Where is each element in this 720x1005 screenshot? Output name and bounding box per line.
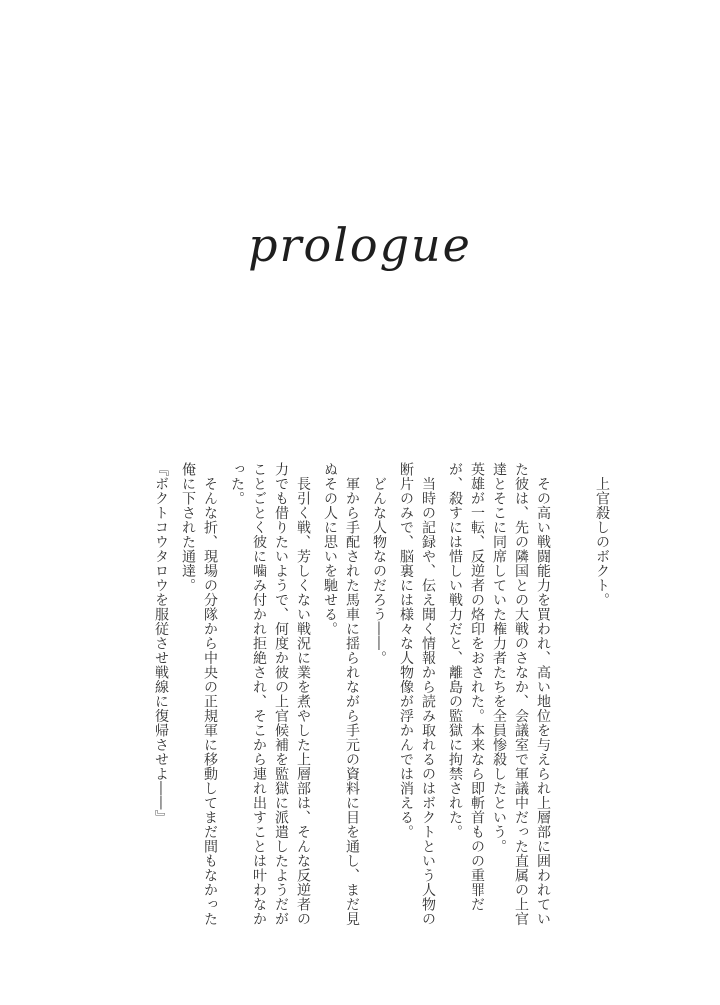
paragraph-chapter-opening: 上官殺しのボクト。 [594,462,610,607]
paragraph-backstory: その高い戦闘能力を買われ、高い地位を与えられ上層部に囲われていた彼は、先の隣国との大戦のさなか、会議室で軍議中だった直属の上官達とそこに同席していた権力者たちを全員惨殺したという。 [491,462,551,926]
paragraph-traitor-brand: 英雄が一転、反逆者の烙印をおされた。本来なら即斬首ものの重罪だが、殺すには惜しい戦力だと、離島の監獄に拘禁された。 [447,462,485,912]
paragraph-order-received: そんな折、現場の分隊から中央の正規軍に移動してまだ間もなかった俺に下された通達。 [180,462,218,926]
paragraph-wondering: どんな人物なのだろう――。 [371,462,387,665]
paragraph-war-situation: 長引く戦、芳しくない戦況に業を煮やした上層部は、そんな反逆者の力でも借りたいようで、何度か彼の上官候補を監獄に派遣したようだがことごとく彼に噛み付かれ拒絶され、そこから連れ出すことは叶わなかった。 [229,462,311,926]
paragraph-quoted-order: 『ボクトコウタロウを服従させ戦線に復帰させよ――』 [153,462,169,825]
page-title: prologue [248,218,472,272]
vertical-text-block [150,462,613,928]
paragraph-carriage: 軍から手配された馬車に揺られながら手元の資料に目を通し、まだ見ぬその人に思いを馳せる。 [322,462,360,926]
paragraph-records: 当時の記録や、伝え聞く情報から読み取れるのはボクトという人物の断片のみで、脳裏には様々な人物像が浮かんでは消える。 [398,462,436,926]
